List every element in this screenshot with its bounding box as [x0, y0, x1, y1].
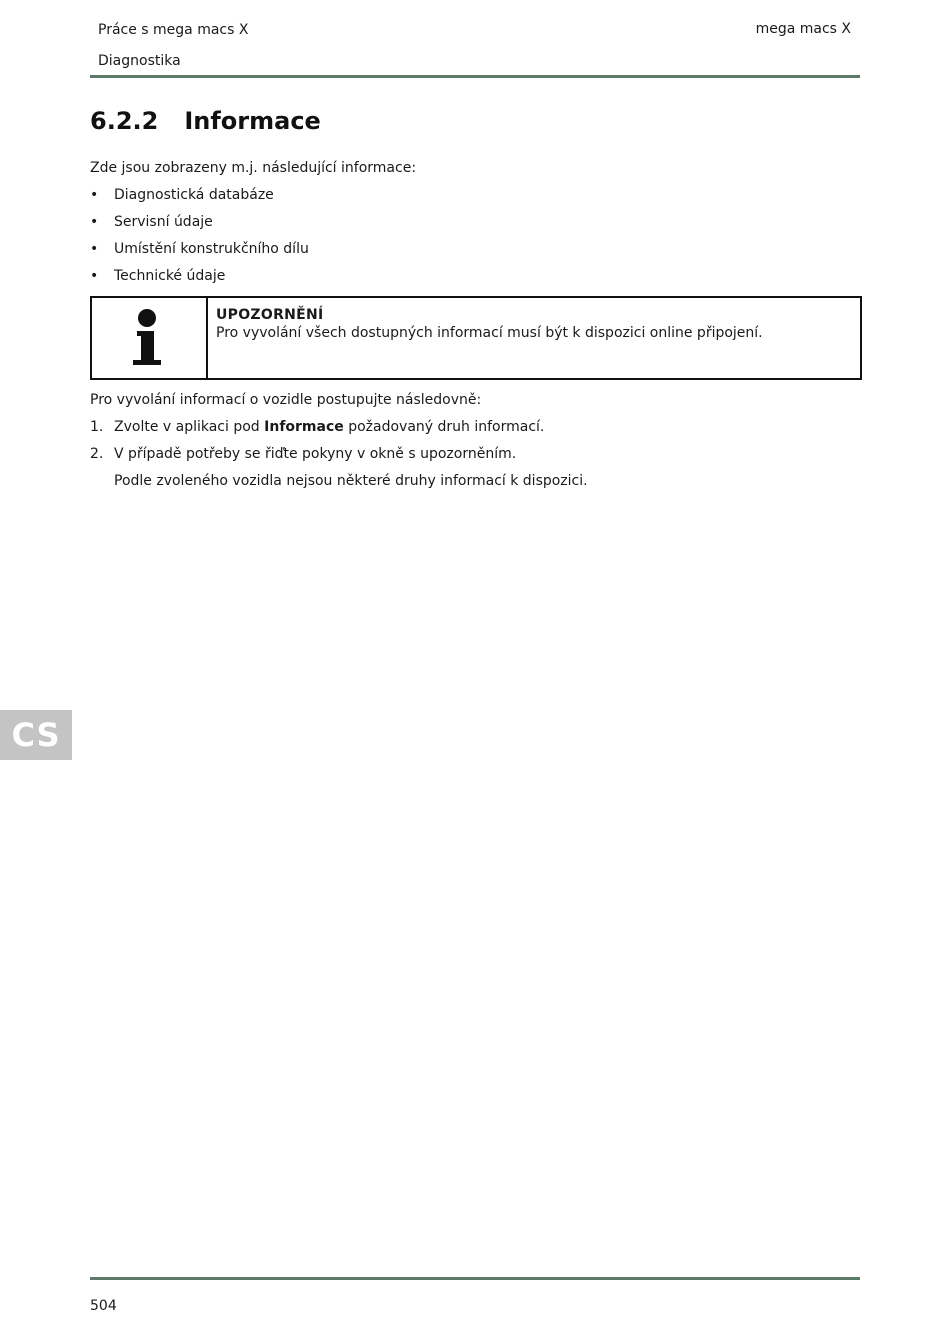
step-text-part: požadovaný druh informací.: [343, 419, 545, 435]
bullet: •: [90, 268, 99, 284]
notice-box: [90, 296, 862, 380]
notice-text: Pro vyvolání všech dostupných informací musí být k dispozici online připojení.: [216, 325, 763, 341]
bullet: •: [90, 187, 99, 203]
procedure-intro: Pro vyvolání informací o vozidle postupujte následovně:: [90, 392, 482, 408]
notice-text-cell: [208, 298, 771, 378]
step-text: V případě potřeby se řiďte pokyny v okně s upozorněním.: [114, 446, 517, 462]
intro-text: Zde jsou zobrazeny m.j. následující informace:: [90, 160, 417, 176]
step-text-part: Zvolte v aplikaci pod: [114, 419, 265, 435]
section-heading: [90, 107, 321, 135]
bullet: •: [90, 214, 99, 230]
list-item: [90, 214, 309, 241]
info-list: [90, 187, 309, 295]
notice-icon-cell: [92, 298, 208, 378]
info-icon: [129, 308, 169, 368]
notice-title: UPOZORNĚNÍ: [216, 307, 324, 323]
step-item: [90, 419, 544, 446]
list-item: [90, 241, 309, 268]
step-result: Podle zvoleného vozidla nejsou některé druhy informací k dispozici.: [114, 473, 588, 489]
step-text: [114, 419, 544, 446]
step-number: 2.: [90, 446, 104, 462]
step-item: [90, 446, 544, 473]
list-item-text: Umístění konstrukčního dílu: [114, 241, 309, 257]
header-section: Diagnostika: [98, 53, 181, 69]
header-chapter: Práce s mega macs X: [98, 22, 249, 38]
list-item-text: Diagnostická databáze: [114, 187, 274, 203]
step-ui-term: Informace: [264, 419, 344, 435]
section-title: Informace: [184, 107, 321, 135]
list-item: [90, 268, 309, 295]
list-item: [90, 187, 309, 214]
section-number: 6.2.2: [90, 107, 159, 135]
bullet: •: [90, 241, 99, 257]
language-tab: CS: [0, 710, 72, 760]
list-item-text: Servisní údaje: [114, 214, 213, 230]
header-divider: [90, 75, 860, 78]
footer-divider: [90, 1277, 860, 1280]
header-product: mega macs X: [755, 21, 851, 37]
list-item-text: Technické údaje: [114, 268, 226, 284]
page-number: 504: [90, 1298, 117, 1314]
procedure-steps: [90, 419, 544, 473]
step-number: 1.: [90, 419, 104, 435]
